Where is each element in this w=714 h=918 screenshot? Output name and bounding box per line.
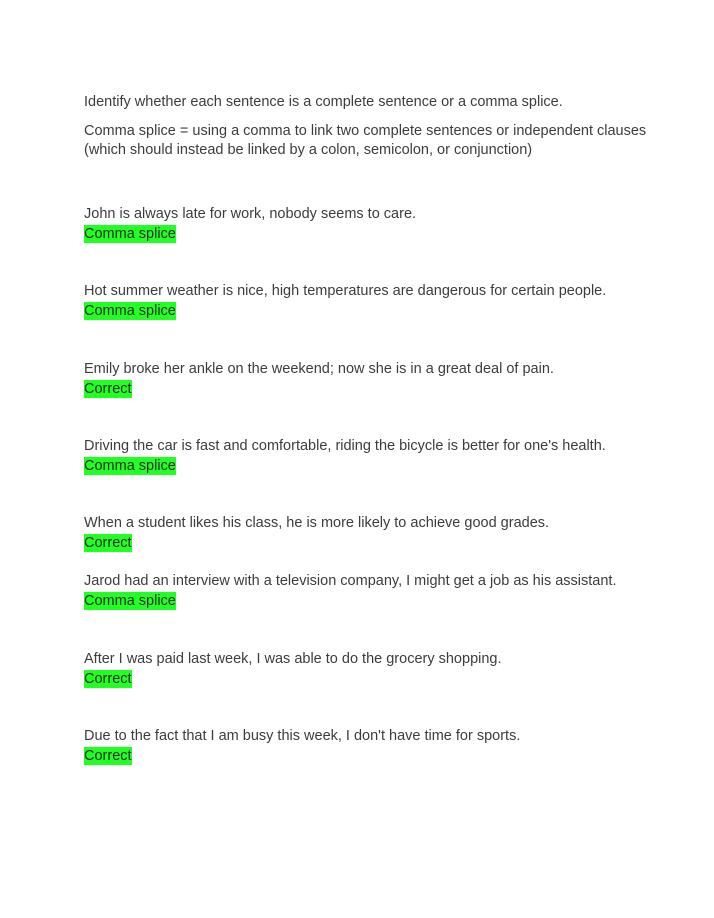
answer-highlight: Comma splice bbox=[84, 303, 176, 319]
answer-highlight: Correct bbox=[84, 748, 132, 764]
answer-highlight: Comma splice bbox=[84, 226, 176, 242]
question-item bbox=[84, 514, 549, 553]
question-sentence: Jarod had an interview with a television company, I might get a job as his assistant. bbox=[84, 573, 617, 589]
question-sentence: Due to the fact that I am busy this week, I don't have time for sports. bbox=[84, 728, 521, 744]
question-sentence: Driving the car is fast and comfortable, riding the bicycle is better for one's health. bbox=[84, 438, 606, 454]
question-item bbox=[84, 572, 616, 611]
question-sentence: Hot summer weather is nice, high temperatures are dangerous for certain people. bbox=[84, 283, 607, 299]
question-sentence: When a student likes his class, he is more likely to achieve good grades. bbox=[84, 515, 550, 531]
answer-highlight: Comma splice bbox=[84, 593, 176, 609]
answer-highlight: Correct bbox=[84, 381, 132, 397]
question-item bbox=[84, 205, 416, 244]
question-item bbox=[84, 360, 554, 399]
question-sentence: Emily broke her ankle on the weekend; now she is in a great deal of pain. bbox=[84, 361, 554, 377]
answer-highlight: Correct bbox=[84, 535, 132, 551]
question-item bbox=[84, 650, 502, 689]
question-item bbox=[84, 727, 520, 766]
answer-highlight: Comma splice bbox=[84, 458, 176, 474]
answer-highlight: Correct bbox=[84, 671, 132, 687]
instructions-title: Identify whether each sentence is a complete sentence or a comma splice. bbox=[84, 94, 563, 110]
question-sentence: John is always late for work, nobody seems to care. bbox=[84, 206, 417, 222]
question-sentence: After I was paid last week, I was able to do the grocery shopping. bbox=[84, 651, 502, 667]
question-item bbox=[84, 282, 606, 321]
instructions-definition: Comma splice = using a comma to link two complete sentences or independent clauses (which should instead be linked by a colon, semicolon, or conjunction) bbox=[84, 123, 647, 158]
question-item bbox=[84, 437, 606, 476]
